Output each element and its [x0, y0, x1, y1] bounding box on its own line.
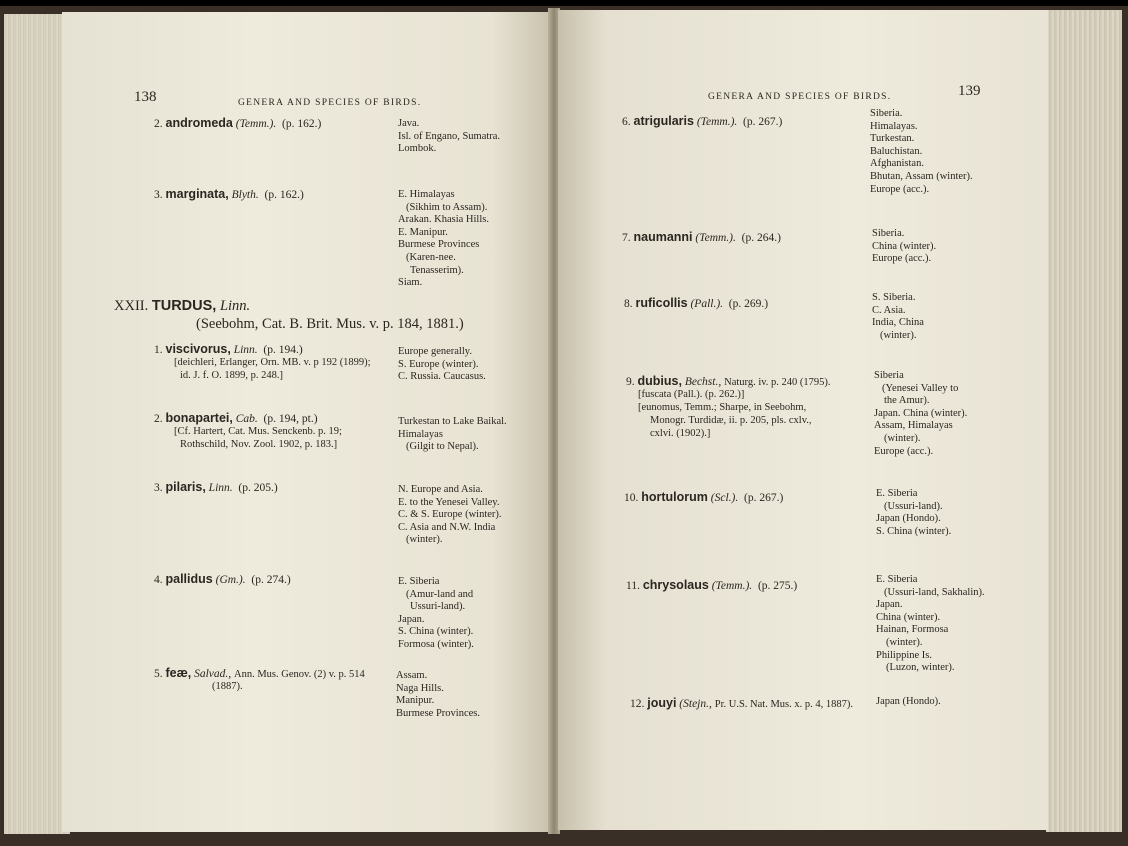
running-head: GENERA AND SPECIES OF BIRDS. [708, 92, 892, 102]
species-entry: 3. pilaris, Linn. (p. 205.) [154, 480, 278, 494]
species-name: viscivorus, [165, 342, 231, 356]
distribution: N. Europe and Asia. E. to the Yenesei Valley. C. & S. Europe (winter). C. Asia and N.W. India (winter). [398, 484, 502, 546]
species-name: andromeda [165, 116, 233, 130]
page-number: 138 [134, 89, 157, 105]
distribution: S. Siberia. C. Asia. India, China (winter). [872, 292, 924, 341]
species-entry: 2. bonapartei, Cab. (p. 194, pt.) [154, 411, 318, 425]
species-entry: 4. pallidus (Gm.). (p. 274.) [154, 572, 291, 586]
species-entry: 3. marginata, Blyth. (p. 162.) [154, 187, 304, 201]
distribution: E. Siberia (Amur-land and Ussuri-land). Japan. S. China (winter). Formosa (winter). [398, 576, 474, 650]
species-name: pallidus [165, 572, 213, 586]
species-name: naumanni [633, 230, 693, 244]
page-number: 139 [958, 83, 981, 99]
species-name: ruficollis [635, 296, 688, 310]
species-entry: 9. dubius, Bechst., Naturg. iv. p. 240 (1795). [626, 374, 831, 388]
distribution: Europe generally. S. Europe (winter). C. Russia. Caucasus. [398, 346, 486, 383]
species-name: atrigularis [633, 114, 694, 128]
species-name: chrysolaus [642, 578, 709, 592]
distribution: E. Himalayas (Sikhim to Assam). Arakan. Khasia Hills. E. Manipur. Burmese Provinces (Karen-nee. Tenasserim). Siam. [398, 189, 489, 289]
species-entry: 12. jouyi (Stejn., Pr. U.S. Nat. Mus. x. p. 4, 1887). [630, 696, 854, 710]
distribution: Siberia (Yenesei Valley to the Amur). Japan. China (winter). Assam, Himalayas (winter). Europe (acc.). [874, 370, 968, 457]
distribution: E. Siberia (Ussuri-land). Japan (Hondo). S. China (winter). [876, 488, 952, 537]
distribution: E. Siberia (Ussuri-land, Sakhalin). Japan. China (winter). Hainan, Formosa (winter). Philippine Is. (Luzon, winter). [876, 574, 985, 674]
distribution: Turkestan to Lake Baikal. Himalayas (Gilgit to Nepal). [398, 416, 507, 453]
species-name: jouyi [647, 696, 677, 710]
genus-heading: XXII. TURDUS, Linn. [114, 298, 251, 314]
distribution: Assam. Naga Hills. Manipur. Burmese Provinces. [396, 670, 480, 719]
species-name: pilaris, [165, 480, 206, 494]
left-page [62, 12, 550, 832]
species-entry: 6. atrigularis (Temm.). (p. 267.) [622, 114, 783, 128]
species-name: marginata, [165, 187, 229, 201]
synonym-note: [fuscata (Pall.). (p. 262.)] [eunomus, Temm.; Sharpe, in Seebohm, Monogr. Turdidæ, ii. p. 205, pls. cxlv., cxlvi. (1902).] [638, 389, 812, 439]
synonym-note: [deichleri, Erlanger, Orn. MB. v. p 192 (1899); id. J. f. O. 1899, p. 248.] [174, 357, 371, 381]
distribution: Japan (Hondo). [876, 696, 941, 707]
page-edges-right [1046, 10, 1122, 832]
synonym-note: (1887). [212, 681, 243, 692]
species-entry: 7. naumanni (Temm.). (p. 264.) [622, 230, 781, 244]
distribution: Java. Isl. of Engano, Sumatra. Lombok. [398, 118, 501, 155]
synonym-note: [Cf. Hartert, Cat. Mus. Senckenb. p. 19; Rothschild, Nov. Zool. 1902, p. 183.] [174, 426, 342, 450]
species-entry: 5. feæ, Salvad., Ann. Mus. Genov. (2) v. p. 514 [154, 666, 365, 680]
species-name: dubius, [637, 374, 682, 388]
running-head: GENERA AND SPECIES OF BIRDS. [238, 98, 422, 108]
species-entry: 8. ruficollis (Pall.). (p. 269.) [624, 296, 769, 310]
species-entry: 2. andromeda (Temm.). (p. 162.) [154, 116, 322, 130]
species-entry: 11. chrysolaus (Temm.). (p. 275.) [626, 578, 798, 592]
species-name: bonapartei, [165, 411, 233, 425]
genus-reference: (Seebohm, Cat. B. Brit. Mus. v. p. 184, 1881.) [196, 316, 464, 332]
species-entry: 1. viscivorus, Linn. (p. 194.) [154, 342, 303, 356]
species-name: feæ, [165, 666, 192, 680]
species-name: hortulorum [641, 490, 708, 504]
species-entry: 10. hortulorum (Scl.). (p. 267.) [624, 490, 784, 504]
page-edges-left [4, 14, 70, 834]
right-page [558, 10, 1048, 830]
distribution: Siberia. China (winter). Europe (acc.). [872, 228, 937, 265]
distribution: Siberia. Himalayas. Turkestan. Baluchistan. Afghanistan. Bhutan, Assam (winter). Europe (acc.). [870, 108, 973, 195]
